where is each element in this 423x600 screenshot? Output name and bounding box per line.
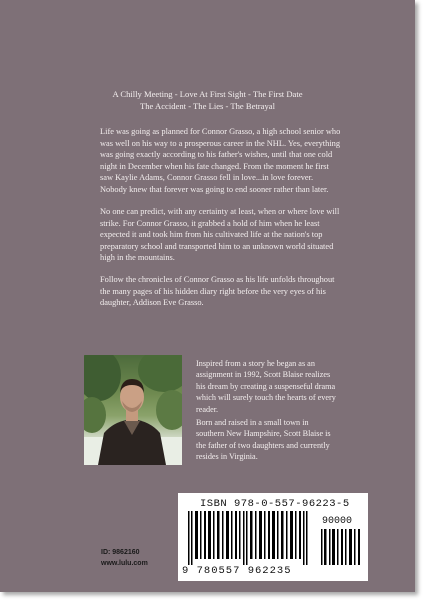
blurb-paragraph-1: Life was going as planned for Connor Grasso, a high school senior who was well on his way to a prosperous career in the NHL. Yes, everything was going exactly according to his father's wishes, until that one cold night in December when his fate changed. From the moment he first saw Kaylie Adams, Connor Grasso fell in love...in love forever. Nobody knew that forever was going to end sooner rather than later. [100, 127, 341, 194]
author-photo [84, 355, 182, 465]
price-code: 90000 [322, 516, 353, 527]
chapter-tagline [0, 88, 415, 112]
tagline-line-2: The Accident - The Lies - The Betrayal [140, 101, 275, 111]
publisher-id: ID: 9862160 [101, 549, 140, 556]
author-bio-paragraph-2: Born and raised in a small town in southern New Hampshire, Scott Blaise is the father of two daughters and currently resides in Virginia. [196, 418, 331, 462]
isbn-label: ISBN 978-0-557-96223-5 [200, 498, 350, 510]
ean-digits: 9 780557 962235 [182, 565, 292, 577]
blurb-paragraph-3: Follow the chronicles of Connor Grasso as his life unfolds throughout the many pages of his hidden diary right before the very eyes of his daughter, Addison Eve Grasso. [100, 275, 335, 308]
ean-barcode-bars [186, 511, 310, 565]
author-photo-illustration [84, 355, 182, 465]
tagline-line-1: A Chilly Meeting - Love At First Sight - The First Date [112, 89, 303, 99]
author-bio-paragraph-1: Inspired from a story he began as an assignment in 1992, Scott Blaise realizes his dream by creating a suspenseful drama which will surely touch the hearts of every reader. [196, 359, 336, 414]
publisher-url: www.lulu.com [101, 560, 148, 567]
isbn-barcode [178, 493, 368, 581]
price-barcode-bars [320, 529, 362, 565]
blurb-paragraph-2: No one can predict, with any certainty at least, when or where love will strike. For Connor Grasso, it grabbed a hold of him when he least expected it and took him from his cultivated life at the nation's top preparatory school and transported him to an unknown world situated high in the mountains. [100, 207, 340, 263]
